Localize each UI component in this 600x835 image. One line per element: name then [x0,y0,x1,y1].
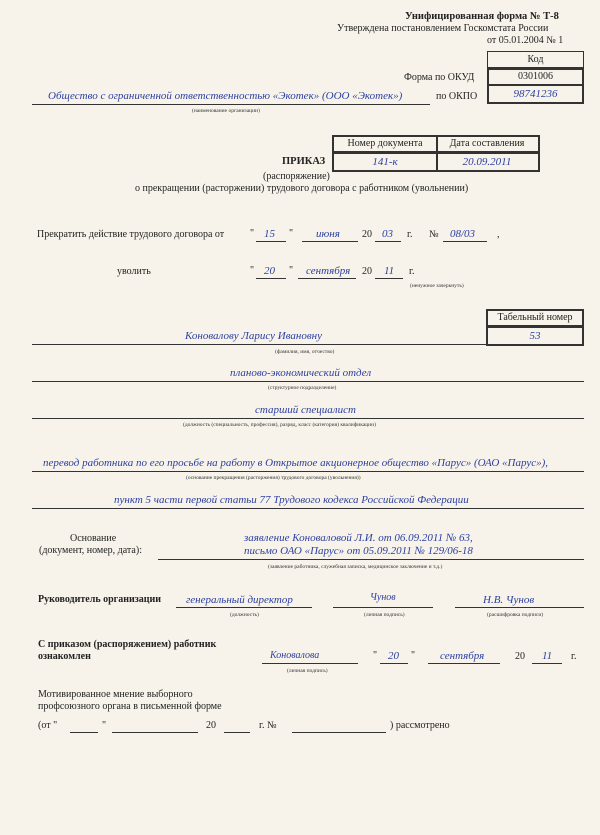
contract-number-line [443,241,487,242]
position-caption: (должность (специальность, профессия), разряд, класс (категория) квалификации) [183,422,376,428]
dismiss-g: г. [409,266,415,277]
terminate-label: Прекратить действие трудового договора от [37,229,225,240]
tab-value: 53 [529,330,541,342]
doc-num-header: Номер документа [347,138,423,149]
basis-line-1: заявление Коноваловой Л.И. от 06.09.2011 № 63, [244,532,473,544]
contract-comma: , [497,229,500,240]
okud-label: Форма по ОКУД [404,72,475,83]
dismiss-q-open: " [250,265,255,276]
union-month-line [112,732,198,733]
contract-day: 15 [264,228,275,240]
union-year-line [224,732,250,733]
acq-month-line [428,663,500,664]
acquainted-signature: Коновалова [270,650,320,661]
dismiss-year: 11 [384,265,395,277]
contract-month-line [302,241,358,242]
contract-number: 08/03 [450,228,476,240]
head-position: генеральный директор [186,594,293,606]
dismiss-month: сентября [306,265,351,277]
reason-caption: (основание прекращения (расторжения) трудового договора (увольнения)) [186,475,361,481]
tab-header-cell [486,309,584,327]
order-subtitle: (распоряжение) [263,171,330,182]
head-label: Руководитель организации [38,594,162,605]
acq-q-close: " [411,650,416,661]
head-position-line [176,607,312,608]
contract-day-line [256,241,286,242]
contract-year: 03 [382,228,393,240]
tab-header: Табельный номер [497,312,573,323]
article-line [32,508,584,509]
okud-cell [487,68,584,86]
legal-article: пункт 5 части первой статьи 77 Трудового кодекса Российской Федерации [114,494,469,506]
tab-cell [486,326,584,346]
termination-reason: перевод работника по его просьбе на работу в Открытое акционерное общество «Парус» (ОАО «Парус»), [43,457,549,469]
okpo-cell [487,86,584,104]
order-about: о прекращении (расторжении) трудового договора с работником (увольнении) [135,183,469,194]
contract-q-close: " [289,228,294,239]
organization-name: Общество с ограниченной ответственностью «Экотек» (ООО «Экотек») [48,90,403,102]
department-caption: (структурное подразделение) [268,385,337,391]
department-line [32,381,584,382]
dismiss-caption: (ненужное зачеркнуть) [410,283,464,289]
doc-date-header: Дата составления [449,138,525,149]
basis-caption: (заявление работника, служебная записка, медицинское заключение и т.д.) [268,564,443,570]
contract-g: г. [407,229,413,240]
union-label-2: профсоюзного органа в письменной форме [38,701,222,712]
acquainted-signature-caption: (личная подпись) [287,668,328,674]
contract-year-line [375,241,401,242]
form-title: Унифицированная форма № Т-8 [405,11,559,22]
dismiss-q-close: " [289,265,294,276]
reason-line [32,471,584,472]
dismiss-year-prefix: 20 [362,266,372,277]
okud-value: 0301006 [518,71,553,82]
head-position-caption: (должность) [230,612,259,618]
department: планово-экономический отдел [230,367,372,379]
union-year-prefix: 20 [206,720,216,731]
basis-label-2: (документ, номер, дата): [39,545,142,556]
basis-label-1: Основание [70,533,117,544]
head-signature: Чунов [370,592,396,603]
code-header-cell [487,51,584,68]
contract-q-open: " [250,228,255,239]
union-reviewed: ) рассмотрено [390,720,450,731]
organization-caption: (наименование организации) [192,108,260,114]
doc-num-header-cell [332,135,438,153]
approved-line-2: от 05.01.2004 № 1 [487,35,564,46]
head-signature-caption: (личная подпись) [364,612,405,618]
acquainted-label-2: ознакомлен [38,651,91,662]
position: старший специалист [255,404,356,416]
approved-line-1: Утверждена постановлением Госкомстата России [337,23,549,34]
contract-month: июня [316,228,340,240]
doc-date-cell [436,152,540,172]
position-line [32,418,584,419]
dismiss-day-line [256,278,286,279]
dismiss-day: 20 [264,265,275,277]
contract-num-sign: № [429,229,439,240]
union-number-line [292,732,386,733]
head-decoding: Н.В. Чунов [483,594,535,606]
contract-year-prefix: 20 [362,229,372,240]
okpo-value: 98741236 [513,88,558,100]
doc-num-value: 141-к [372,156,398,168]
doc-date-value: 20.09.2011 [462,156,512,168]
employee-name: Коновалову Ларису Ивановну [185,330,322,342]
acquainted-label-1: С приказом (распоряжением) работник [38,639,217,650]
union-from: (от " [38,720,58,731]
acquainted-month: сентября [440,650,485,662]
union-day-line [70,732,98,733]
acq-q-open: " [373,650,378,661]
dismiss-label: уволить [117,266,151,277]
employee-name-line [32,344,486,345]
head-decoding-line [455,607,584,608]
okpo-label: по ОКПО [436,91,478,102]
employee-name-caption: (фамилия, имя, отчество) [275,349,335,355]
acquainted-signature-line [262,663,358,664]
acquainted-year: 11 [542,650,553,662]
basis-line [158,559,584,560]
basis-line-2: письмо ОАО «Парус» от 05.09.2011 № 129/06-18 [244,545,473,557]
code-header: Код [527,54,544,65]
union-g-num: г. № [259,720,277,731]
acq-g: г. [571,651,577,662]
acquainted-day: 20 [388,650,399,662]
union-label-1: Мотивированное мнение выборного [38,689,193,700]
dismiss-year-line [375,278,403,279]
head-decoding-caption: (расшифровка подписи) [487,612,544,618]
order-title: ПРИКАЗ [282,156,326,167]
doc-date-header-cell [436,135,540,153]
acq-day-line [380,663,408,664]
head-signature-line [333,607,433,608]
acq-year-line [532,663,562,664]
union-q-close: " [102,720,107,731]
dismiss-month-line [298,278,356,279]
organization-line [32,104,430,105]
doc-num-cell [332,152,438,172]
acq-year-prefix: 20 [515,651,525,662]
